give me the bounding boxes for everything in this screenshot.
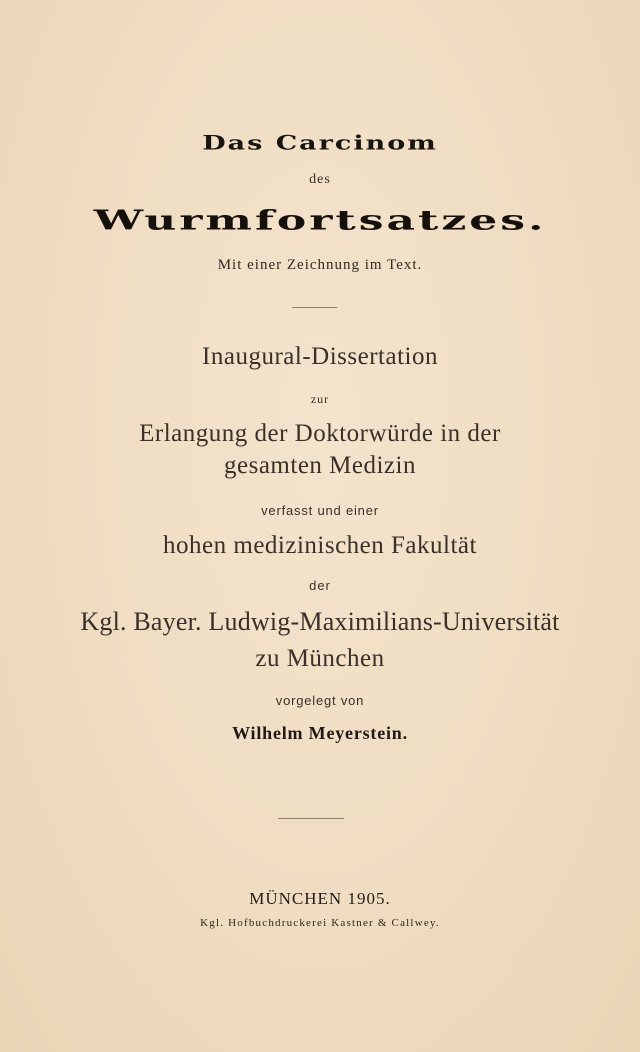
erlangung-line-1: Erlangung der Doktorwürde in der	[139, 420, 501, 447]
der-text: der	[309, 578, 331, 593]
title-line-2: Wurmfortsatzes.	[93, 204, 547, 237]
zur-text: zur	[310, 392, 330, 406]
author-name: Wilhelm Meyerstein.	[232, 723, 408, 743]
dissertation-heading: Inaugural-Dissertation	[202, 343, 438, 370]
title-connector: des	[309, 172, 331, 187]
verfasst-text: verfasst und einer	[261, 503, 379, 518]
title-line-1: Das Carcinom	[202, 132, 438, 155]
university-line-1: Kgl. Bayer. Ludwig-Maximilians-Universität	[80, 607, 560, 636]
erlangung-line-2: gesamten Medizin	[224, 452, 416, 479]
vorgelegt-text: vorgelegt von	[275, 693, 365, 708]
fakultaet-text: hohen medizinischen Fakultät	[163, 532, 477, 559]
printer-line: Kgl. Hofbuchdruckerei Kastner & Callwey.	[200, 917, 440, 929]
university-line-2: zu München	[255, 645, 385, 672]
subtitle: Mit einer Zeichnung im Text.	[217, 257, 423, 273]
divider-top	[292, 307, 337, 308]
divider-bottom	[278, 818, 344, 819]
place-year: MÜNCHEN 1905.	[249, 889, 391, 908]
